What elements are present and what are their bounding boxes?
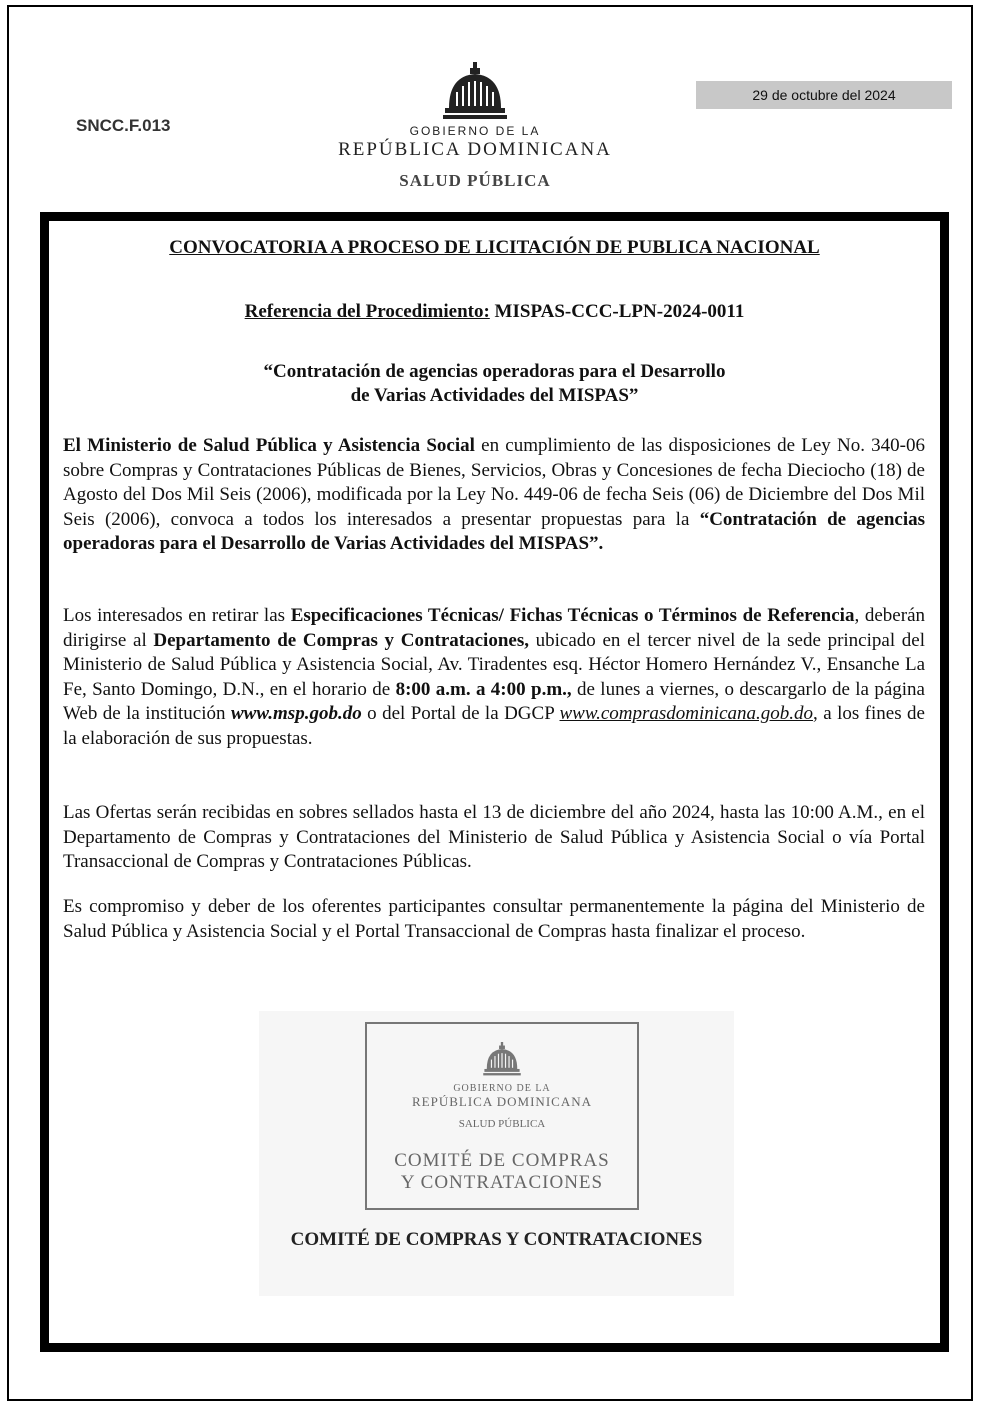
reference-label: Referencia del Procedimiento: [244,301,490,322]
msp-website-link[interactable]: www.msp.gob.do [230,703,362,724]
paragraph-deadline: Las Ofertas serán recibidas en sobres sellados hasta el 13 de diciembre del año 2024, hasta las 10:00 A.M., en el Departamento de Compras y Contrataciones del Ministerio de Salud Pública y Asistencia Social o vía Portal Transaccional de Compras y Contrataciones Públicas. [63,802,925,872]
stamp-line-4: COMITÉ DE COMPRAS [394,1150,610,1171]
announcement-box [40,212,949,1352]
reference-code: MISPAS-CCC-LPN-2024-0011 [489,301,745,322]
instr-department: Departamento de Compras y Contrataciones, [153,629,529,651]
intro-text: en cumplimiento de las disposiciones de Ley No. 340-06 sobre Compras y Contrataciones Públicas de Bienes, Servicios, Obras y Concesiones de fecha Dieciocho (18) de Agosto del Dos Mil Seis (2006), modificada por la Ley No. 449-06 de fecha Seis (06) de Diciembre del Dos Mil Seis (2006), convoca a todos los interesados a presentar propuestas para la [63,435,926,530]
gov-line1: GOBIERNO DE LA [409,124,541,138]
form-code: SNCC.F.013 [76,116,171,135]
signature-line: COMITÉ DE COMPRAS Y CONTRATACIONES [290,1229,703,1250]
instr-text-4: de lunes a viernes, o descargarlo de la página Web de la institución [63,678,925,724]
instr-text-5: o del Portal de la DGCP [361,703,560,724]
date-badge: 29 de octubre del 2024 [696,81,952,109]
government-logo [330,62,620,191]
gov-line3: SALUD PÚBLICA [399,171,551,190]
dgcp-portal-link[interactable]: www.comprasdominicana.gob.do [559,703,814,724]
stamp-area [259,1011,734,1296]
paragraph-instructions [63,604,925,751]
gov-line2: REPÚBLICA DOMINICANA [338,139,612,160]
instr-text-6: , a los fines de la elaboración de sus propuestas. [63,703,925,749]
dome-icon [443,62,507,120]
instr-hours: 8:00 a.m. a 4:00 p.m., [395,678,572,700]
procedure-reference [49,301,940,323]
paragraph-intro [63,434,925,557]
intro-subject: “Contratación de agencias operadoras para el Desarrollo de Varias Actividades del MISPAS”. [63,508,926,554]
stamp-line-5: Y CONTRATACIONES [400,1172,604,1193]
paragraph-commitment: Es compromiso y deber de los oferentes participantes consultar permanentemente la página del Ministerio de Salud Pública y Asistencia Social y el Portal Transaccional de Compras hasta finalizar el proceso. [63,896,925,942]
document-title: CONVOCATORIA A PROCESO DE LICITACIÓN DE PUBLICA NACIONAL [169,237,820,258]
ministry-name: El Ministerio de Salud Pública y Asistencia Social [63,435,475,456]
instr-text-1: Los interesados en retirar las [63,605,291,626]
instr-specs: Especificaciones Técnicas/ Fichas Técnicas o Términos de Referencia [290,605,855,626]
subject-line-1: “Contratación de agencias operadoras para el Desarrollo [263,361,726,382]
subject-heading [49,360,940,408]
instr-text-2: , deberán dirigirse al [63,605,925,651]
stamp-dome-icon [482,1042,522,1076]
committee-stamp [365,1022,639,1210]
stamp-line-2: REPÚBLICA DOMINICANA [412,1094,592,1109]
subject-line-2: de Varias Actividades del MISPAS” [350,385,639,406]
stamp-line-1: GOBIERNO DE LA [453,1083,551,1094]
instr-text-3: ubicado en el tercer nivel de la sede principal del Ministerio de Salud Pública y Asistencia Social, Av. Tiradentes esq. Héctor Homero Hernández V., Ensanche La Fe, Santo Domingo, D.N., en el horario de [63,629,925,700]
stamp-line-3: SALUD PÚBLICA [458,1118,546,1130]
